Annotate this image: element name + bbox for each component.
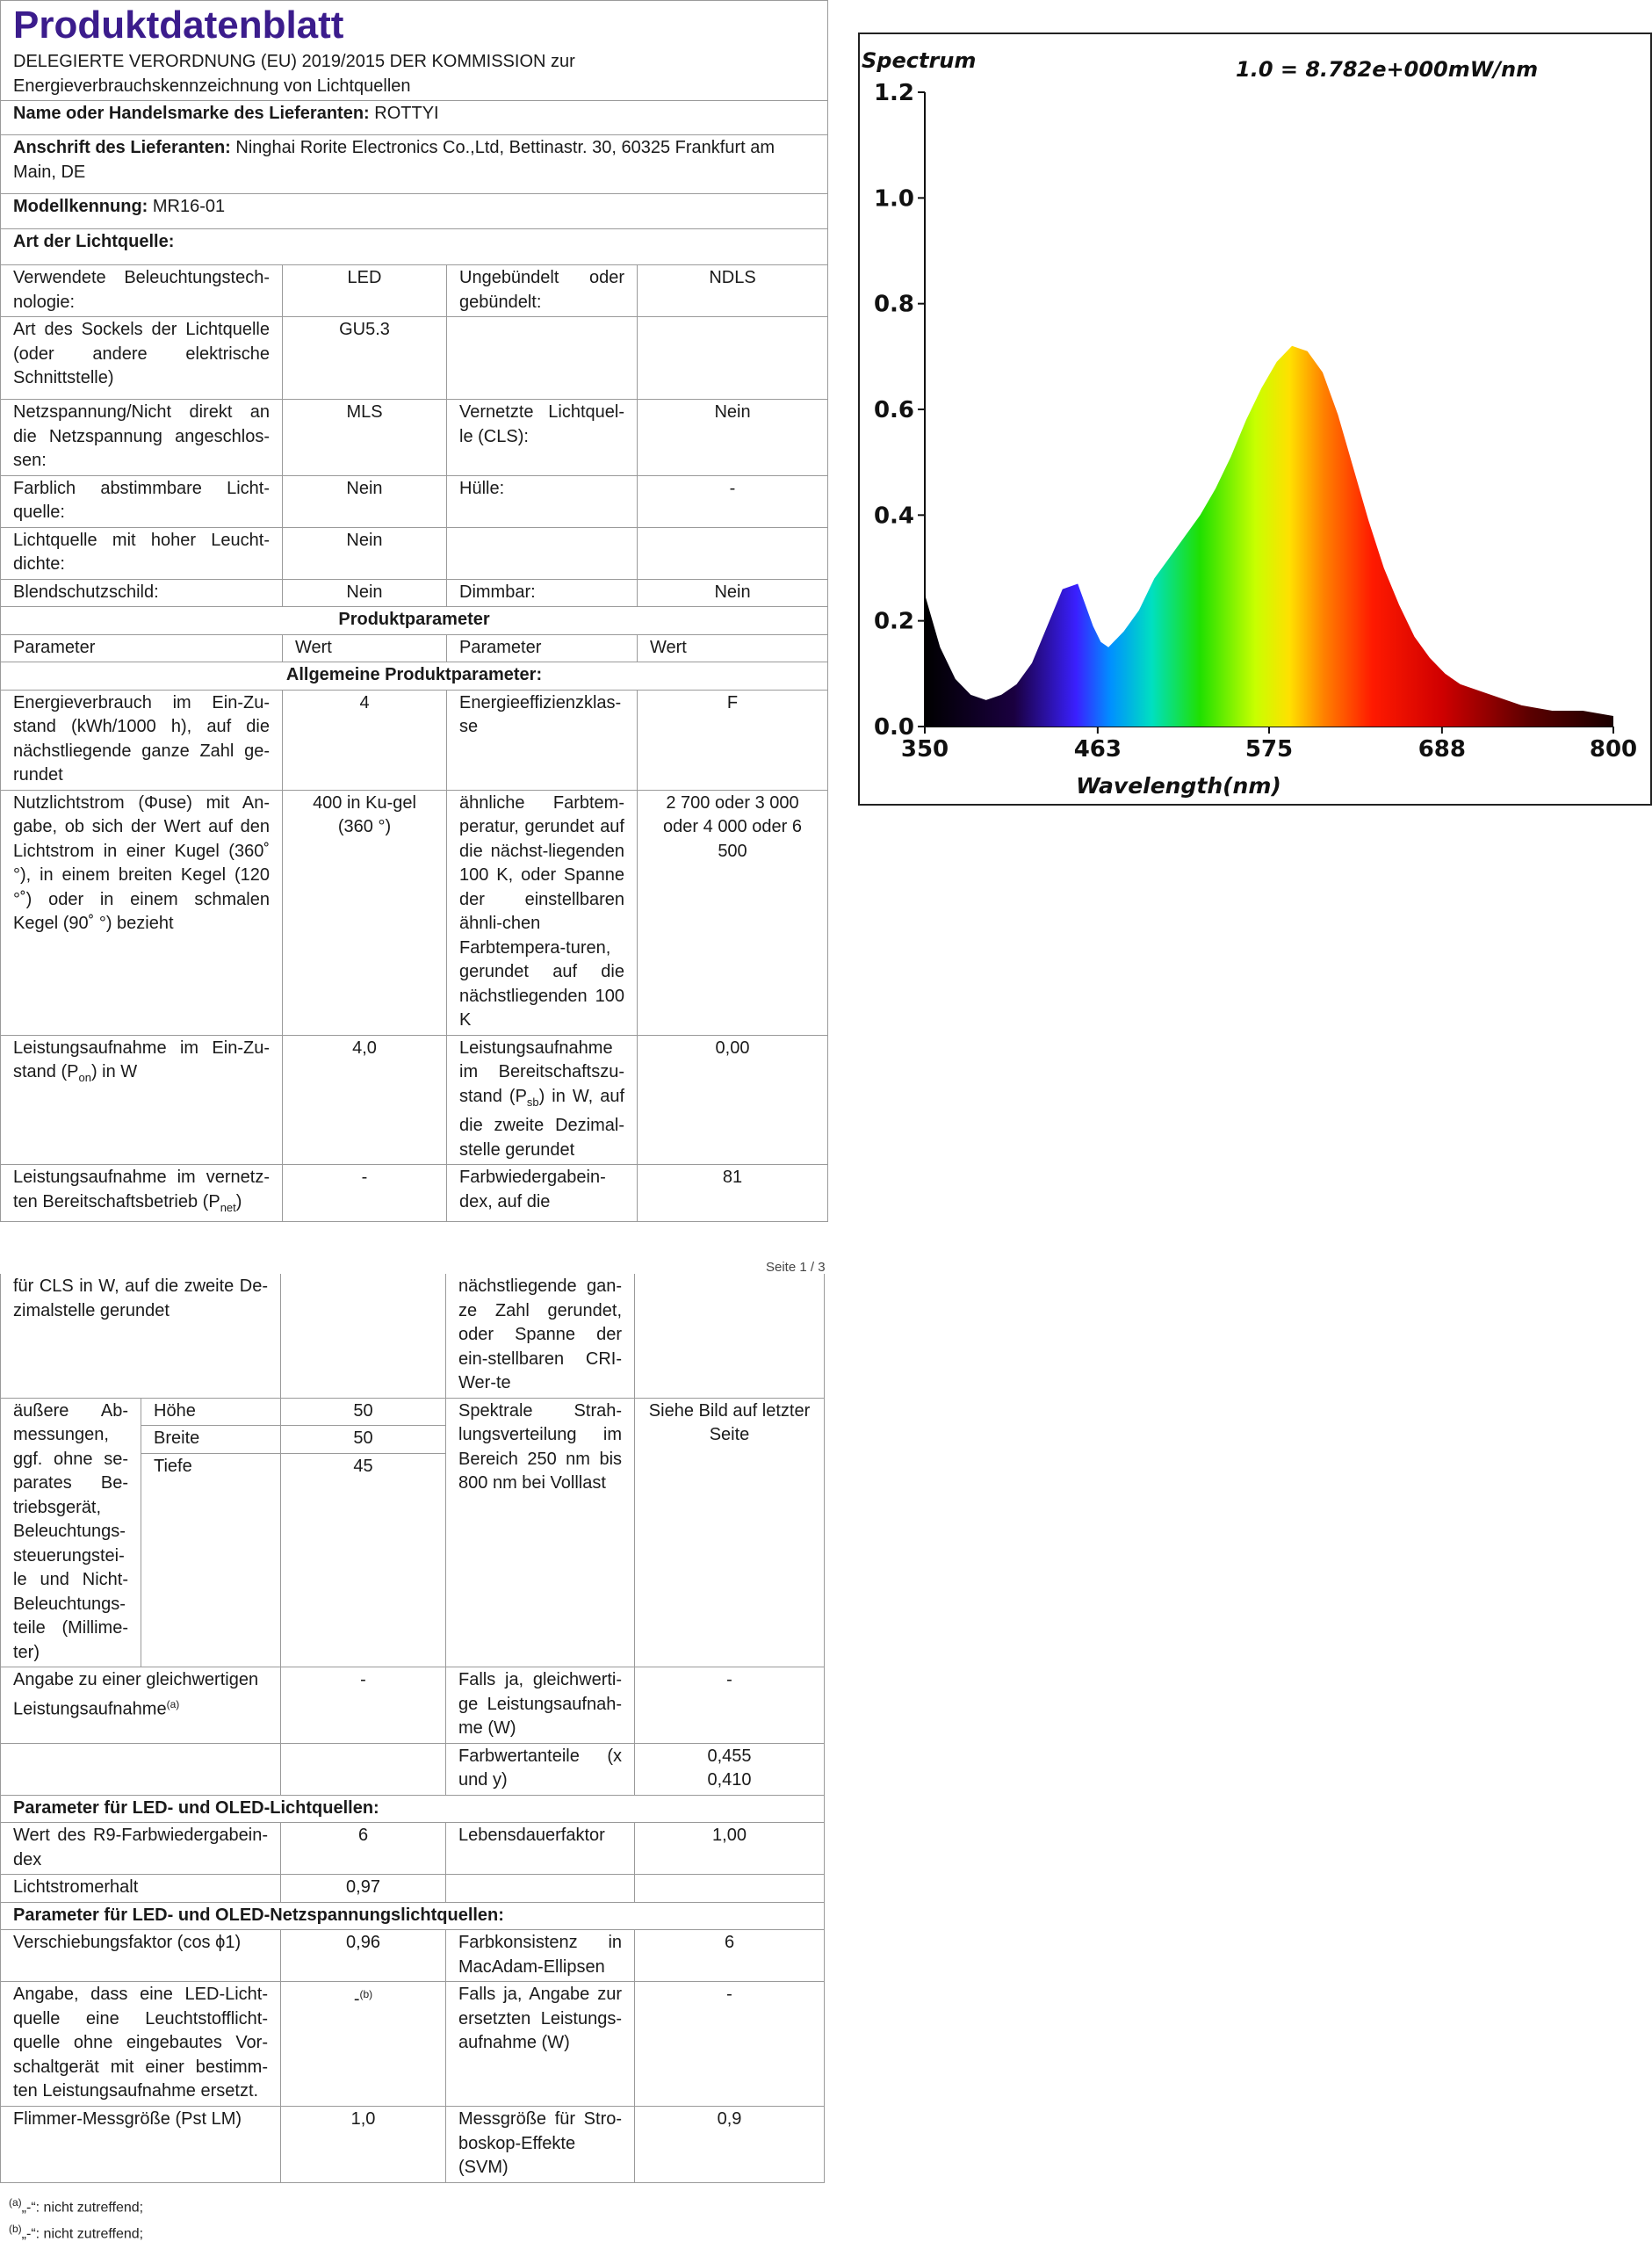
cell-value: - <box>638 475 828 527</box>
datasheet-table-top <box>0 0 828 1222</box>
cell-label: Dimmbar: <box>447 579 638 607</box>
footnote-mark: (b) <box>9 2223 22 2235</box>
cell-value: 0,97 <box>281 1875 446 1903</box>
cell-value: 0,96 <box>281 1930 446 1982</box>
cell-value: 6 <box>635 1930 825 1982</box>
cell-label: Falls ja, Angabe zur ersetzten Leistungs-aufnahme (W) <box>446 1982 635 2107</box>
cell-value: 0,00 <box>638 1035 828 1165</box>
model-label: Modellkennung: <box>13 197 148 216</box>
footnote-ref: (a) <box>166 1697 180 1710</box>
x-tick-label: 463 <box>1073 736 1122 763</box>
cell-label: Vernetzte Lichtquel-le (CLS): <box>447 400 638 476</box>
supplier-value: ROTTYI <box>374 104 439 123</box>
cell-value: Nein <box>638 579 828 607</box>
cell-label: Verschiebungsfaktor (cos ϕ1) <box>1 1930 281 1982</box>
cell-label: Lebensdauerfaktor <box>446 1823 635 1875</box>
cell-label: Lichtquelle mit hoher Leucht-dichte: <box>1 527 283 579</box>
cell-label: Angabe, dass eine LED-Licht-quelle eine Leuchtstofflicht-quelle ohne eingebautes Vor-schaltgerät mit einer bestimm-ten Leistungsaufnahme ersetzt. <box>1 1982 281 2107</box>
cell-label: Lichtstromerhalt <box>1 1875 281 1903</box>
cell-label: Art des Sockels der Lichtquelle (oder andere elektrische Schnittstelle) <box>1 317 283 400</box>
spectrum-chart <box>858 33 1652 806</box>
table-row <box>1 475 828 527</box>
datasheet-table-bottom <box>0 1274 825 2183</box>
cell-label: Leistungsaufnahme im Bereitschaftszu-stand $(P_{sb})$ in W, auf die zweite Dezimal-stelle gerundet <box>447 1035 638 1165</box>
cell-label: Energieverbrauch im Ein-Zu-stand (kWh/1000 h), auf die nächstliegende ganze Zahl ge-rundet <box>1 690 283 790</box>
cell-value <box>638 527 828 579</box>
cell-label: Messgröße für Stro-boskop-Effekte (SVM) <box>446 2107 635 2183</box>
cell-value-text: - <box>353 1989 360 2009</box>
cell-label <box>446 1875 635 1903</box>
datasheet-page-2 <box>0 1274 824 2183</box>
footnote-text: „-“: nicht zutreffend; <box>21 2200 144 2216</box>
cell-label <box>447 317 638 400</box>
dimensions-row <box>1 1398 825 1426</box>
cell-value: 0,9 <box>635 2107 825 2183</box>
table-row <box>1 265 828 317</box>
cell-value: 1,00 <box>635 1823 825 1875</box>
dimension-value: 45 <box>281 1454 446 1667</box>
cell-value: 2 700 oder 3 000 oder 4 000 oder 6 500 <box>638 790 828 1035</box>
cell-label <box>1 1667 281 1744</box>
table-row <box>1 690 828 790</box>
cell-label: Netzspannung/Nicht direkt an die Netzspannung angeschlos-sen: <box>1 400 283 476</box>
cell-label: Hülle: <box>447 475 638 527</box>
cell-value: LED <box>283 265 447 317</box>
chroma-y: 0,410 <box>707 1770 752 1790</box>
y-tick-label: 0.2 <box>873 608 914 635</box>
product-params-heading: Produktparameter <box>1 607 828 635</box>
address-label: Anschrift des Lieferanten: <box>13 138 231 157</box>
cell-value: 6 <box>281 1823 446 1875</box>
cell-value: Nein <box>283 475 447 527</box>
x-tick-label: 688 <box>1418 736 1467 763</box>
cell-label: Farbwertanteile (x und y) <box>446 1743 635 1795</box>
cell-value <box>635 1743 825 1795</box>
light-source-type-heading: Art der Lichtquelle: <box>1 229 828 265</box>
cell-value: MLS <box>283 400 447 476</box>
cell-label <box>447 527 638 579</box>
column-header: Parameter <box>1 634 283 662</box>
address-value: Ninghai Rorite Electronics Co.,Ltd, Bettinastr. 30, 60325 Frankfurt am Main, DE <box>13 138 776 182</box>
table-row <box>1 579 828 607</box>
table-row <box>1 1035 828 1165</box>
y-tick-label: 0.6 <box>873 397 914 423</box>
column-header: Parameter <box>447 634 638 662</box>
cell-label: für CLS in W, auf die zweite De-zimalstelle gerundet <box>1 1274 281 1398</box>
cell-value: Siehe Bild auf letzter Seite <box>635 1398 825 1667</box>
dimension-name: Höhe <box>141 1398 281 1426</box>
cell-value: F <box>638 690 828 790</box>
supplier-label: Name oder Handelsmarke des Lieferanten: <box>13 104 370 123</box>
cell-label: Blendschutzschild: <box>1 579 283 607</box>
y-tick-label: 0.4 <box>873 503 914 530</box>
page-title: Produktdatenblatt <box>13 4 344 47</box>
table-row <box>1 1667 825 1744</box>
footnote-ref: (b) <box>359 1988 373 2000</box>
led-mains-params-heading: Parameter für LED- und OLED-Netzspannungslichtquellen: <box>1 1902 825 1930</box>
led-params-heading: Parameter für LED- und OLED-Lichtquellen: <box>1 1795 825 1823</box>
table-row <box>1 1274 825 1398</box>
model-value: MR16-01 <box>152 197 226 216</box>
table-row <box>1 1875 825 1903</box>
cell-label: Farblich abstimmbare Licht-quelle: <box>1 475 283 527</box>
y-tick-label: 0.0 <box>873 714 914 741</box>
column-header: Wert <box>283 634 447 662</box>
dimension-name: Breite <box>141 1426 281 1454</box>
cell-value <box>635 1875 825 1903</box>
cell-value: - <box>283 1165 447 1222</box>
table-row <box>1 1823 825 1875</box>
cell-value: 4 <box>283 690 447 790</box>
cell-label: Wert des R9-Farbwiedergabein-dex <box>1 1823 281 1875</box>
x-axis-label: Wavelength(nm) <box>1076 773 1281 799</box>
cell-value: - <box>635 1982 825 2107</box>
cell-label: ähnliche Farbtem-peratur, gerundet auf die nächst-liegenden 100 K, oder Spanne der einstellbaren ähnli-chen Farbtempera-turen, gerundet auf die nächstliegenden 100 K <box>447 790 638 1035</box>
cell-value: Nein <box>283 527 447 579</box>
x-tick-label: 350 <box>900 736 949 763</box>
cell-label: Spektrale Strah-lungsverteilung im Bereich 250 nm bis 800 nm bei Volllast <box>446 1398 635 1667</box>
x-tick-label: 575 <box>1244 736 1294 763</box>
cell-value: Nein <box>638 400 828 476</box>
chart-title: Spectrum <box>862 48 977 73</box>
cell-value: 81 <box>638 1165 828 1222</box>
cell-label: Farbkonsistenz in MacAdam-Ellipsen <box>446 1930 635 1982</box>
cell-value <box>281 1982 446 2107</box>
page-number: Seite 1 / 3 <box>766 1260 826 1275</box>
cell-value: - <box>281 1667 446 1744</box>
column-header: Wert <box>638 634 828 662</box>
x-tick-label: 800 <box>1589 736 1638 763</box>
cell-value: NDLS <box>638 265 828 317</box>
table-row <box>1 2107 825 2183</box>
table-row <box>1 1982 825 2107</box>
chart-annotation: 1.0 = 8.782e+000mW/nm <box>1236 57 1539 82</box>
table-row <box>1 790 828 1035</box>
footnote-a <box>9 2196 143 2216</box>
cell-label: nächstliegende gan-ze Zahl gerundet, oder Spanne der ein-stellbaren CRI-Wer-te <box>446 1274 635 1398</box>
cell-value: 4,0 <box>283 1035 447 1165</box>
footnote-b <box>9 2223 143 2242</box>
table-row <box>1 1930 825 1982</box>
cell-label: Ungebündelt oder gebündelt: <box>447 265 638 317</box>
footnote-text: „-“: nicht zutreffend; <box>21 2226 144 2242</box>
cell-label: Farbwiedergabein-dex, auf die <box>447 1165 638 1222</box>
y-tick-label: 1.0 <box>873 185 914 213</box>
cell-label: Leistungsaufnahme im vernetz-ten Bereitschaftsbetrieb $(P_{net})$ <box>1 1165 283 1222</box>
dimension-name: Tiefe <box>141 1454 281 1667</box>
address-row <box>1 135 828 194</box>
supplier-row <box>1 101 828 135</box>
datasheet-page-1 <box>0 0 827 1222</box>
cell-value: 1,0 <box>281 2107 446 2183</box>
cell-label: Nutzlichtstrom (Φuse) mit An-gabe, ob sich der Wert auf den Lichtstrom in einer Kugel (360˚ °), in einem breiten Kegel (120 °˚) oder in einem schmalen Kegel (90˚ °) bezieht <box>1 790 283 1035</box>
table-row <box>1 527 828 579</box>
cell-label: Verwendete Beleuchtungstech-nologie: <box>1 265 283 317</box>
cell-value <box>638 317 828 400</box>
y-tick-label: 1.2 <box>873 80 914 106</box>
cell-value: 400 in Ku-gel (360 °) <box>283 790 447 1035</box>
general-params-heading: Allgemeine Produktparameter: <box>1 662 828 691</box>
regulation-text: DELEGIERTE VERORDNUNG (EU) 2019/2015 DER KOMMISSION zur Energieverbrauchskennzeichnung von Lichtquellen <box>13 52 575 96</box>
cell-value: GU5.3 <box>283 317 447 400</box>
table-row <box>1 317 828 400</box>
y-tick-label: 0.8 <box>873 291 914 318</box>
cell-value: - <box>635 1667 825 1744</box>
cell-value: Nein <box>283 579 447 607</box>
chroma-x: 0,455 <box>707 1746 752 1766</box>
table-row <box>1 1165 828 1222</box>
dimension-value: 50 <box>281 1426 446 1454</box>
footnote-mark: (a) <box>9 2196 22 2209</box>
equiv-label: Angabe zu einer gleichwertigen Leistungsaufnahme <box>13 1670 259 1719</box>
table-row <box>1 1743 825 1795</box>
dimension-value: 50 <box>281 1398 446 1426</box>
dimensions-label: äußere Ab-messungen, ggf. ohne se-parates Be-triebsgerät, Beleuchtungs-steuerungstei-le und Nicht-Beleuchtungs-teile (Millime-ter) <box>1 1398 141 1667</box>
cell-label: Flimmer-Messgröße (Pst LM) <box>1 2107 281 2183</box>
table-row <box>1 400 828 476</box>
cell-label: Falls ja, gleichwerti-ge Leistungsaufnah-me (W) <box>446 1667 635 1744</box>
column-header-row <box>1 634 828 662</box>
cell-label: Leistungsaufnahme im Ein-Zu-stand $(P_{on})$ in W <box>1 1035 283 1165</box>
cell-label: Energieeffizienzklas-se <box>447 690 638 790</box>
model-row <box>1 194 828 229</box>
